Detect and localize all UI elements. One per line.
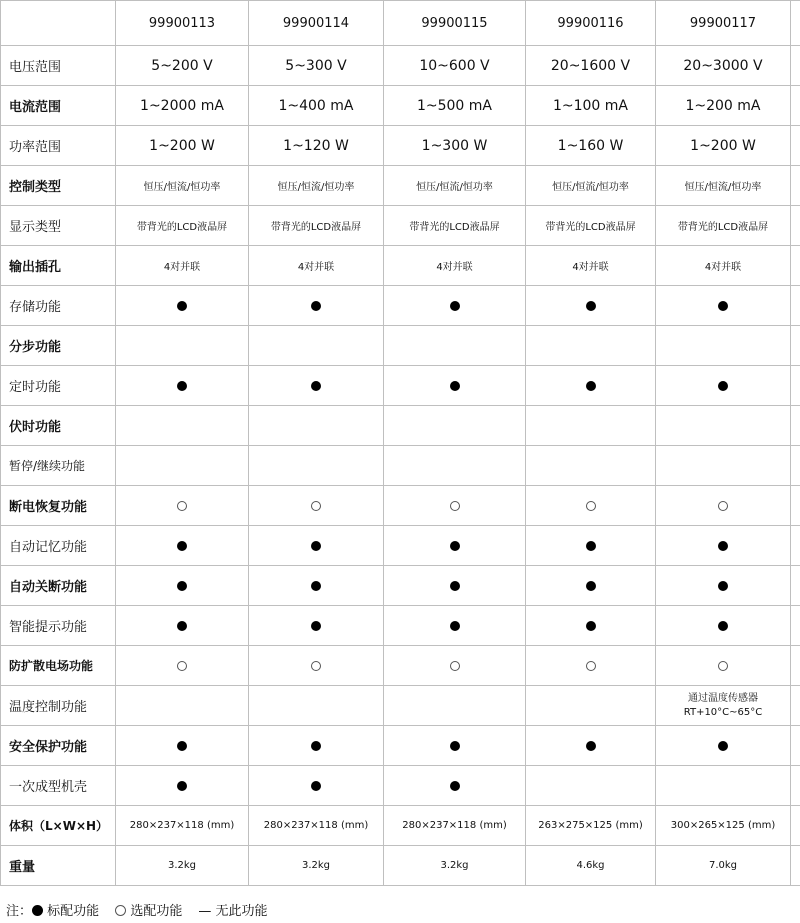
spec-cell <box>656 766 791 806</box>
spec-cell <box>384 326 526 366</box>
standard-feature-dot-icon <box>450 741 460 751</box>
spec-cell: 1~200 W <box>656 126 791 166</box>
spec-cell: 恒压/恒流/恒功率 <box>384 166 526 206</box>
standard-feature-dot-icon <box>450 621 460 631</box>
spec-cell: 280×237×118 (mm) <box>384 806 526 846</box>
extra-cell <box>791 166 800 206</box>
spec-cell <box>249 446 384 486</box>
spec-cell <box>526 646 656 686</box>
spec-cell: 恒压/恒流/恒功率 <box>116 166 249 206</box>
standard-feature-dot-icon <box>586 381 596 391</box>
extra-cell <box>791 566 800 606</box>
optional-feature-circle-icon <box>115 905 126 916</box>
spec-cell <box>656 446 791 486</box>
spec-cell <box>116 726 249 766</box>
spec-cell: 带背光的LCD液晶屏 <box>656 206 791 246</box>
corner-cell <box>1 1 116 46</box>
optional-feature-circle-icon <box>586 501 596 511</box>
standard-feature-dot-icon <box>311 581 321 591</box>
spec-row <box>1 366 800 406</box>
spec-cell: 4对并联 <box>249 246 384 286</box>
spec-row <box>1 206 800 246</box>
standard-feature-dot-icon <box>311 621 321 631</box>
standard-feature-dot-icon <box>450 541 460 551</box>
extra-cell <box>791 86 800 126</box>
spec-cell <box>656 366 791 406</box>
spec-cell: 280×237×118 (mm) <box>116 806 249 846</box>
standard-feature-dot-icon <box>586 541 596 551</box>
standard-feature-dot-icon <box>586 621 596 631</box>
spec-cell: 4对并联 <box>656 246 791 286</box>
standard-feature-dot-icon <box>586 301 596 311</box>
row-label: 断电恢复功能 <box>1 486 116 526</box>
extra-cell <box>791 446 800 486</box>
spec-cell: 5~200 V <box>116 46 249 86</box>
model-number-2: 99900114 <box>249 1 384 46</box>
extra-cell <box>791 646 800 686</box>
standard-feature-dot-icon <box>450 301 460 311</box>
spec-cell: 1~500 mA <box>384 86 526 126</box>
spec-cell <box>656 566 791 606</box>
standard-feature-dot-icon <box>311 541 321 551</box>
spec-cell <box>384 286 526 326</box>
spec-cell <box>116 566 249 606</box>
spec-cell <box>116 646 249 686</box>
legend-text: 选配功能 <box>130 904 183 919</box>
spec-cell: 4对并联 <box>384 246 526 286</box>
spec-cell <box>249 286 384 326</box>
spec-row <box>1 646 800 686</box>
extra-cell <box>791 526 800 566</box>
spec-cell <box>249 566 384 606</box>
spec-cell: 1~300 W <box>384 126 526 166</box>
extra-cell <box>791 126 800 166</box>
spec-cell <box>526 366 656 406</box>
spec-cell: 4对并联 <box>116 246 249 286</box>
spec-row <box>1 486 800 526</box>
row-label: 体积（L×W×H） <box>1 806 116 846</box>
spec-cell: 1~100 mA <box>526 86 656 126</box>
spec-cell: 带背光的LCD液晶屏 <box>249 206 384 246</box>
spec-cell <box>526 406 656 446</box>
spec-cell: 1~400 mA <box>249 86 384 126</box>
extra-cell <box>791 326 800 366</box>
spec-row <box>1 526 800 566</box>
spec-cell: 恒压/恒流/恒功率 <box>249 166 384 206</box>
spec-row <box>1 806 800 846</box>
spec-cell <box>656 526 791 566</box>
spec-cell: 20~3000 V <box>656 46 791 86</box>
row-label: 伏时功能 <box>1 406 116 446</box>
spec-cell: 3.2kg <box>384 846 526 886</box>
spec-row <box>1 406 800 446</box>
standard-feature-dot-icon <box>177 741 187 751</box>
model-number-4: 99900116 <box>526 1 656 46</box>
spec-cell <box>656 486 791 526</box>
standard-feature-dot-icon <box>718 301 728 311</box>
spec-cell: 4对并联 <box>526 246 656 286</box>
spec-row <box>1 326 800 366</box>
optional-feature-circle-icon <box>177 661 187 671</box>
row-label: 输出插孔 <box>1 246 116 286</box>
spec-cell <box>526 566 656 606</box>
standard-feature-dot-icon <box>718 621 728 631</box>
spec-cell: 10~600 V <box>384 46 526 86</box>
spec-cell: 7.0kg <box>656 846 791 886</box>
extra-cell <box>791 1 800 46</box>
extra-cell <box>791 806 800 846</box>
standard-feature-dot-icon <box>450 781 460 791</box>
spec-cell: 280×237×118 (mm) <box>249 806 384 846</box>
spec-row <box>1 686 800 726</box>
spec-cell: 带背光的LCD液晶屏 <box>526 206 656 246</box>
spec-cell <box>249 766 384 806</box>
row-label: 自动记忆功能 <box>1 526 116 566</box>
spec-cell: 263×275×125 (mm) <box>526 806 656 846</box>
extra-cell <box>791 366 800 406</box>
extra-cell <box>791 766 800 806</box>
spec-cell <box>656 606 791 646</box>
optional-feature-circle-icon <box>450 661 460 671</box>
spec-row <box>1 286 800 326</box>
spec-row <box>1 246 800 286</box>
row-label: 控制类型 <box>1 166 116 206</box>
spec-cell <box>384 566 526 606</box>
standard-feature-dot-icon <box>177 781 187 791</box>
optional-feature-circle-icon <box>177 501 187 511</box>
extra-cell <box>791 486 800 526</box>
extra-cell <box>791 246 800 286</box>
spec-cell <box>656 326 791 366</box>
spec-cell <box>249 526 384 566</box>
extra-cell <box>791 606 800 646</box>
spec-cell <box>116 606 249 646</box>
standard-feature-dot-icon <box>177 621 187 631</box>
legend-item <box>32 904 99 919</box>
spec-cell <box>526 726 656 766</box>
spec-cell <box>116 686 249 726</box>
spec-cell: 5~300 V <box>249 46 384 86</box>
row-label: 温度控制功能 <box>1 686 116 726</box>
spec-cell <box>116 766 249 806</box>
extra-cell <box>791 46 800 86</box>
spec-row <box>1 566 800 606</box>
spec-cell <box>526 326 656 366</box>
spec-cell <box>249 326 384 366</box>
spec-cell <box>384 366 526 406</box>
optional-feature-circle-icon <box>311 661 321 671</box>
optional-feature-circle-icon <box>450 501 460 511</box>
spec-cell: 3.2kg <box>249 846 384 886</box>
spec-cell <box>384 446 526 486</box>
spec-row <box>1 766 800 806</box>
spec-cell <box>526 526 656 566</box>
optional-feature-circle-icon <box>718 661 728 671</box>
row-label: 电流范围 <box>1 86 116 126</box>
standard-feature-dot-icon <box>311 741 321 751</box>
spec-cell <box>116 326 249 366</box>
spec-cell <box>116 486 249 526</box>
standard-feature-dot-icon <box>177 541 187 551</box>
row-label: 存储功能 <box>1 286 116 326</box>
spec-cell <box>526 766 656 806</box>
spec-cell: 1~2000 mA <box>116 86 249 126</box>
legend-text: 标配功能 <box>47 904 100 919</box>
extra-cell <box>791 286 800 326</box>
spec-cell <box>384 646 526 686</box>
spec-cell <box>249 726 384 766</box>
spec-cell <box>116 526 249 566</box>
standard-feature-dot-icon <box>177 301 187 311</box>
standard-feature-dot-icon <box>586 741 596 751</box>
row-label: 智能提示功能 <box>1 606 116 646</box>
row-label: 一次成型机壳 <box>1 766 116 806</box>
spec-cell: 4.6kg <box>526 846 656 886</box>
spec-cell <box>384 606 526 646</box>
row-label: 自动关断功能 <box>1 566 116 606</box>
standard-feature-dot-icon <box>718 381 728 391</box>
spec-cell <box>656 646 791 686</box>
standard-feature-dot-icon <box>450 381 460 391</box>
row-label: 重量 <box>1 846 116 886</box>
spec-cell <box>526 446 656 486</box>
spec-row <box>1 86 800 126</box>
standard-feature-dot-icon <box>177 581 187 591</box>
extra-cell <box>791 846 800 886</box>
spec-cell <box>249 486 384 526</box>
extra-cell <box>791 726 800 766</box>
no-feature-dash-icon: — <box>198 904 212 919</box>
spec-row <box>1 446 800 486</box>
spec-cell: 恒压/恒流/恒功率 <box>656 166 791 206</box>
legend-item <box>198 904 267 919</box>
row-label: 定时功能 <box>1 366 116 406</box>
spec-cell <box>656 406 791 446</box>
legend-item <box>115 904 182 919</box>
standard-feature-dot-icon <box>586 581 596 591</box>
spec-cell: 1~160 W <box>526 126 656 166</box>
optional-feature-circle-icon <box>718 501 728 511</box>
extra-cell <box>791 686 800 726</box>
standard-feature-dot-icon <box>718 581 728 591</box>
spec-cell <box>656 726 791 766</box>
spec-cell <box>116 286 249 326</box>
row-label: 分步功能 <box>1 326 116 366</box>
spec-cell: 恒压/恒流/恒功率 <box>526 166 656 206</box>
spec-cell <box>526 286 656 326</box>
spec-cell <box>384 486 526 526</box>
spec-cell: 通过温度传感器 RT+10°C~65°C <box>656 686 791 726</box>
spec-cell: 20~1600 V <box>526 46 656 86</box>
standard-feature-dot-icon <box>718 741 728 751</box>
spec-cell <box>116 446 249 486</box>
standard-feature-dot-icon <box>718 541 728 551</box>
spec-row <box>1 126 800 166</box>
spec-cell <box>116 366 249 406</box>
spec-cell <box>249 646 384 686</box>
spec-row <box>1 46 800 86</box>
spec-cell <box>384 686 526 726</box>
spec-cell <box>116 406 249 446</box>
row-label: 防扩散电场功能 <box>1 646 116 686</box>
model-number-1: 99900113 <box>116 1 249 46</box>
spec-cell <box>656 286 791 326</box>
spec-cell: 3.2kg <box>116 846 249 886</box>
spec-cell: 带背光的LCD液晶屏 <box>116 206 249 246</box>
spec-cell: 带背光的LCD液晶屏 <box>384 206 526 246</box>
spec-row <box>1 166 800 206</box>
spec-row <box>1 606 800 646</box>
spec-cell <box>249 686 384 726</box>
spec-cell <box>249 606 384 646</box>
row-label: 暂停/继续功能 <box>1 446 116 486</box>
model-number-5: 99900117 <box>656 1 791 46</box>
spec-cell <box>249 406 384 446</box>
standard-feature-dot-icon <box>450 581 460 591</box>
model-number-3: 99900115 <box>384 1 526 46</box>
standard-feature-dot-icon <box>311 381 321 391</box>
spec-row <box>1 846 800 886</box>
header-row <box>1 1 800 46</box>
spec-cell <box>526 606 656 646</box>
spec-cell <box>526 686 656 726</box>
spec-cell <box>384 726 526 766</box>
spec-cell: 1~120 W <box>249 126 384 166</box>
row-label: 显示类型 <box>1 206 116 246</box>
row-label: 安全保护功能 <box>1 726 116 766</box>
spec-cell <box>249 366 384 406</box>
legend-prefix: 注： <box>6 904 33 919</box>
legend-note <box>6 900 283 919</box>
row-label: 功率范围 <box>1 126 116 166</box>
spec-cell <box>384 406 526 446</box>
standard-feature-dot-icon <box>177 381 187 391</box>
spec-cell: 300×265×125 (mm) <box>656 806 791 846</box>
optional-feature-circle-icon <box>586 661 596 671</box>
standard-feature-dot-icon <box>311 781 321 791</box>
standard-feature-dot-icon <box>32 905 43 916</box>
spec-cell <box>384 526 526 566</box>
spec-cell: 1~200 W <box>116 126 249 166</box>
extra-cell <box>791 406 800 446</box>
legend-text: 无此功能 <box>215 904 268 919</box>
standard-feature-dot-icon <box>311 301 321 311</box>
extra-cell <box>791 206 800 246</box>
row-label: 电压范围 <box>1 46 116 86</box>
spec-cell: 1~200 mA <box>656 86 791 126</box>
spec-cell <box>384 766 526 806</box>
spec-row <box>1 726 800 766</box>
optional-feature-circle-icon <box>311 501 321 511</box>
spec-cell <box>526 486 656 526</box>
